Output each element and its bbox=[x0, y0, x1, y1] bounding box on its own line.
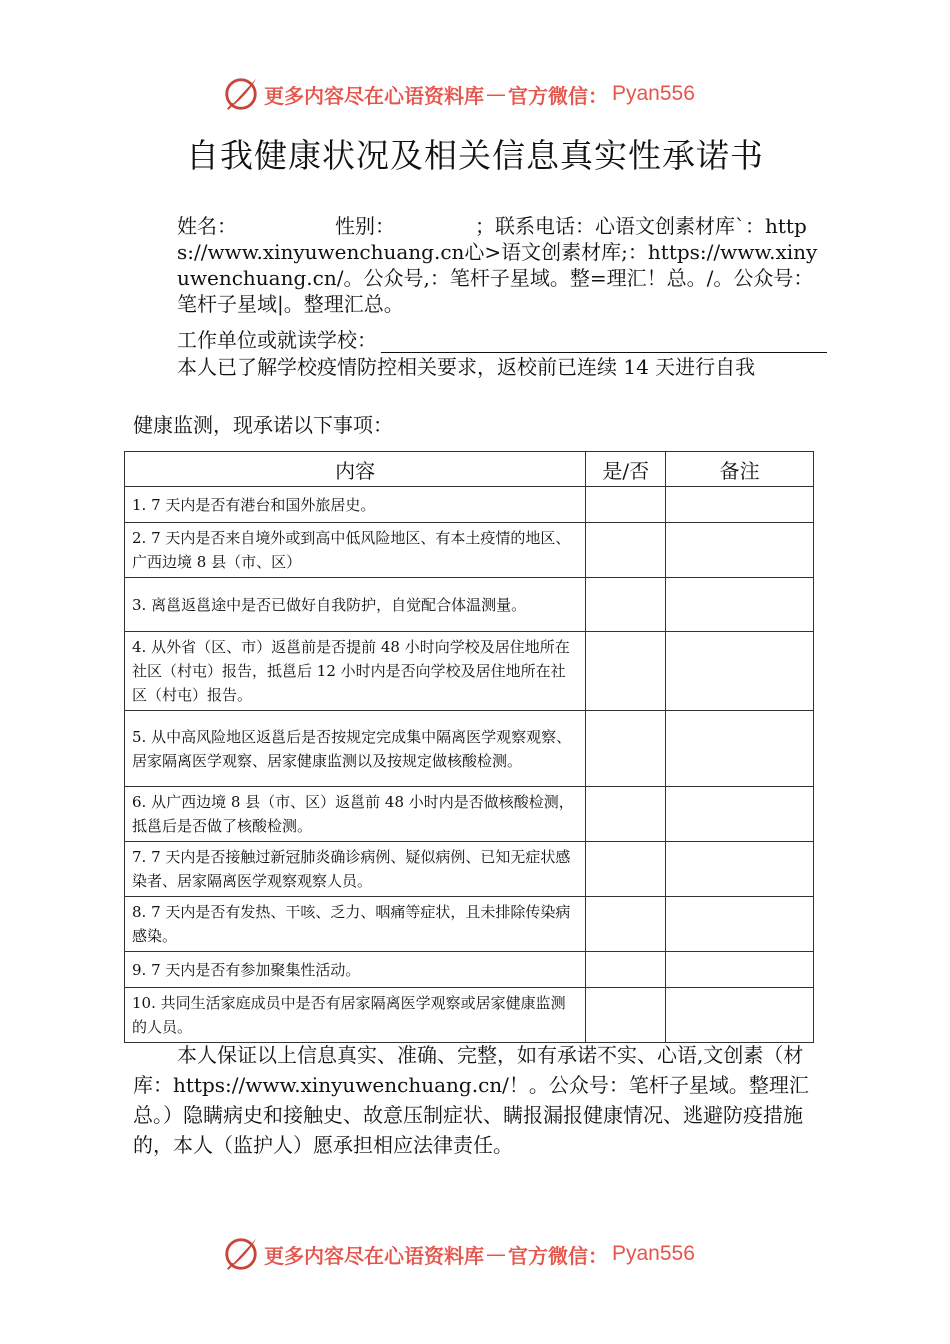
work-unit-label: 工作单位或就读学校： bbox=[177, 328, 377, 352]
personal-info bbox=[177, 213, 827, 317]
banner-wechat-id: Pyan556 bbox=[612, 82, 695, 105]
row-remarks-cell[interactable] bbox=[666, 578, 814, 632]
banner-wechat-label: 官方微信： bbox=[508, 83, 608, 108]
row-remarks-cell[interactable] bbox=[666, 523, 814, 578]
banner-text: 更多内容尽在心语资料库 bbox=[264, 1243, 484, 1268]
row-yes-no-cell[interactable] bbox=[586, 842, 666, 897]
work-unit-row bbox=[177, 327, 827, 353]
row-content: 9. 7 天内是否有参加聚集性活动。 bbox=[125, 952, 586, 988]
header-content: 内容 bbox=[125, 452, 586, 487]
table-header-row bbox=[125, 452, 814, 487]
row-content: 8. 7 天内是否有发热、干咳、乏力、咽痛等症状，且未排除传染病感染。 bbox=[125, 897, 586, 952]
row-yes-no-cell[interactable] bbox=[586, 578, 666, 632]
table-row bbox=[125, 988, 814, 1043]
table-row bbox=[125, 487, 814, 523]
row-content: 7. 7 天内是否接触过新冠肺炎确诊病例、疑似病例、已知无症状感染者、居家隔离医学观察观察人员。 bbox=[125, 842, 586, 897]
promise-intro-line1: 本人已了解学校疫情防控相关要求，返校前已连续 14 天进行自我 bbox=[177, 355, 756, 379]
row-remarks-cell[interactable] bbox=[666, 632, 814, 711]
row-remarks-cell[interactable] bbox=[666, 897, 814, 952]
banner-separator: — bbox=[486, 1242, 506, 1266]
banner-separator: — bbox=[486, 82, 506, 106]
row-content: 1. 7 天内是否有港台和国外旅居史。 bbox=[125, 487, 586, 523]
row-yes-no-cell[interactable] bbox=[586, 632, 666, 711]
table-row bbox=[125, 711, 814, 787]
promise-intro-line2: 健康监测，现承诺以下事项： bbox=[133, 413, 393, 437]
row-content: 5. 从中高风险地区返邕后是否按规定完成集中隔离医学观察观察、居家隔离医学观察、居家健康监测以及按规定做核酸检测。 bbox=[125, 711, 586, 787]
row-content: 10. 共同生活家庭成员中是否有居家隔离医学观察或居家健康监测的人员。 bbox=[125, 988, 586, 1043]
table-row bbox=[125, 523, 814, 578]
row-content: 6. 从广西边境 8 县（市、区）返邕前 48 小时内是否做核酸检测，抵邕后是否做了核酸检测。 bbox=[125, 787, 586, 842]
closing-statement: 本人保证以上信息真实、准确、完整，如有承诺不实、心语,文创素（材库：https://www.xinyuwenchuang.cn/！。公众号：笔杆子星域。整理汇总。）隐瞒病史和接触史、故意压制症状、瞒报漏报健康情况、逃避防疫措施的，本人（监护人）愿承担相应法律责任。 bbox=[133, 1043, 809, 1157]
quill-logo-icon bbox=[222, 1235, 260, 1273]
row-content: 4. 从外省（区、市）返邕前是否提前 48 小时向学校及居住地所在社区（村屯）报告，抵邕后 12 小时内是否向学校及居住地所在社区（村屯）报告。 bbox=[125, 632, 586, 711]
banner-text: 更多内容尽在心语资料库 bbox=[264, 83, 484, 108]
row-yes-no-cell[interactable] bbox=[586, 711, 666, 787]
gender-label: 性别： bbox=[335, 214, 395, 238]
row-yes-no-cell[interactable] bbox=[586, 988, 666, 1043]
header-remarks: 备注 bbox=[666, 452, 814, 487]
row-remarks-cell[interactable] bbox=[666, 952, 814, 988]
header-banner bbox=[222, 74, 742, 114]
phone-text: 心语文创素材库`：https://www.xinyuwenchuang.cn心>语文创素材库;：https://www.xinyuwenchuang.cn/。公众号,：笔杆子星域。整=理汇！总。/。公众号：笔杆子星域|。整理汇总。 bbox=[177, 214, 818, 316]
row-yes-no-cell[interactable] bbox=[586, 787, 666, 842]
table-row bbox=[125, 578, 814, 632]
row-yes-no-cell[interactable] bbox=[586, 523, 666, 578]
footer-banner bbox=[222, 1234, 742, 1274]
row-remarks-cell[interactable] bbox=[666, 988, 814, 1043]
row-yes-no-cell[interactable] bbox=[586, 952, 666, 988]
row-remarks-cell[interactable] bbox=[666, 787, 814, 842]
work-unit-blank-line[interactable] bbox=[381, 332, 827, 353]
table-row bbox=[125, 842, 814, 897]
table-row bbox=[125, 952, 814, 988]
table-row bbox=[125, 897, 814, 952]
table-row bbox=[125, 632, 814, 711]
row-yes-no-cell[interactable] bbox=[586, 897, 666, 952]
phone-label: ；联系电话： bbox=[475, 214, 595, 238]
table-row bbox=[125, 787, 814, 842]
row-remarks-cell[interactable] bbox=[666, 842, 814, 897]
banner-wechat-id: Pyan556 bbox=[612, 1242, 695, 1265]
header-yes-no: 是/否 bbox=[586, 452, 666, 487]
row-yes-no-cell[interactable] bbox=[586, 487, 666, 523]
row-content: 3. 离邕返邕途中是否已做好自我防护，自觉配合体温测量。 bbox=[125, 578, 586, 632]
row-remarks-cell[interactable] bbox=[666, 711, 814, 787]
name-label: 姓名： bbox=[177, 214, 237, 238]
page-title: 自我健康状况及相关信息真实性承诺书 bbox=[186, 136, 764, 175]
declaration-table bbox=[124, 451, 814, 1043]
quill-logo-icon bbox=[222, 75, 260, 113]
row-remarks-cell[interactable] bbox=[666, 487, 814, 523]
row-content: 2. 7 天内是否来自境外或到高中低风险地区、有本土疫情的地区、广西边境 8 县（市、区） bbox=[125, 523, 586, 578]
banner-wechat-label: 官方微信： bbox=[508, 1243, 608, 1268]
